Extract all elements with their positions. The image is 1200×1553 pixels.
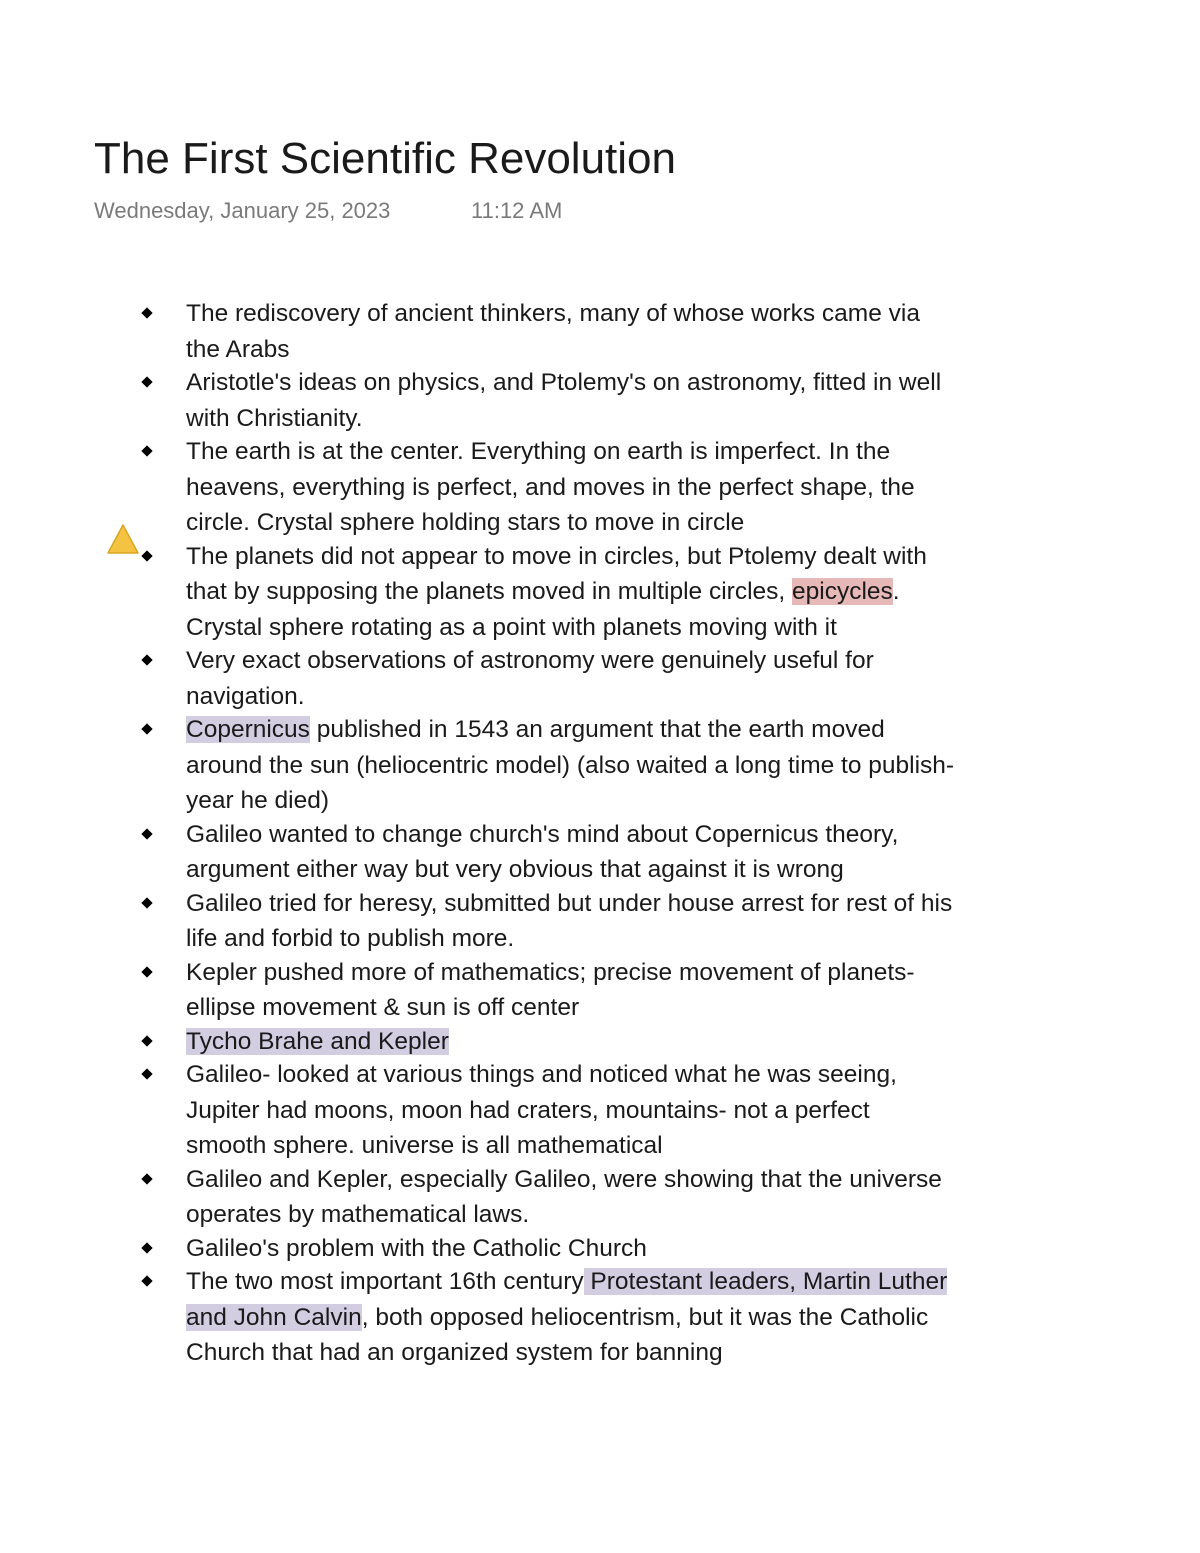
diamond-bullet-icon	[141, 307, 152, 318]
page-time: 11:12 AM	[471, 198, 563, 223]
diamond-bullet-icon	[141, 1275, 152, 1286]
diamond-bullet-icon	[141, 1035, 152, 1046]
list-item[interactable]	[186, 434, 956, 541]
list-item[interactable]	[186, 1231, 956, 1267]
diamond-bullet-icon	[141, 376, 152, 387]
page-date: Wednesday, January 25, 2023	[94, 198, 391, 223]
list-item[interactable]	[186, 1264, 956, 1371]
list-item-text: Galileo- looked at various things and noticed what he was seeing, Jupiter had moons, moon had craters, mountains- not a perfect smooth sphere. universe is all mathematical	[186, 1061, 897, 1159]
list-item-text: Galileo and Kepler, especially Galileo, were showing that the universe operates by mathematical laws.	[186, 1165, 942, 1228]
list-item[interactable]	[186, 365, 956, 436]
warning-triangle-icon[interactable]	[106, 523, 140, 555]
diamond-bullet-icon	[141, 966, 152, 977]
list-item[interactable]	[186, 1057, 956, 1164]
list-item-text: Very exact observations of astronomy were genuinely useful for navigation.	[186, 647, 874, 710]
highlighted-term: epicycles	[792, 578, 893, 605]
list-item-text: Galileo tried for heresy, submitted but under house arrest for rest of his life and forbid to publish more.	[186, 889, 953, 952]
bullet-list	[186, 296, 956, 1369]
list-item[interactable]	[186, 817, 956, 888]
diamond-bullet-icon	[141, 550, 152, 561]
highlighted-term: Protestant leaders, Martin Luther and John Calvin	[186, 1268, 948, 1331]
list-item[interactable]	[186, 1162, 956, 1233]
diamond-bullet-icon	[141, 723, 152, 734]
list-item-text: The two most important 16th century	[186, 1268, 584, 1295]
list-item[interactable]	[186, 955, 956, 1026]
list-item[interactable]	[186, 539, 956, 646]
list-item-text: Aristotle's ideas on physics, and Ptolemy's on astronomy, fitted in well with Christianity.	[186, 369, 942, 432]
list-item-text: Galileo wanted to change church's mind about Copernicus theory, argument either way but very obvious that against it is wrong	[186, 820, 899, 883]
diamond-bullet-icon	[141, 654, 152, 665]
highlighted-term: Copernicus	[186, 716, 310, 743]
list-item-text-continued: , both opposed heliocentrism, but it was the Catholic Church that had an organized system for banning	[186, 1303, 929, 1366]
list-item-text-continued: . Crystal sphere rotating as a point with planets moving with it	[186, 578, 900, 641]
list-item[interactable]	[186, 1024, 956, 1060]
list-item[interactable]	[186, 296, 956, 367]
diamond-bullet-icon	[141, 1173, 152, 1184]
diamond-bullet-icon	[141, 1068, 152, 1079]
list-item-text: The planets did not appear to move in circles, but Ptolemy dealt with that by supposing the planets moved in multiple circles,	[186, 542, 927, 605]
list-item-text: Kepler pushed more of mathematics; precise movement of planets-ellipse movement & sun is off center	[186, 958, 915, 1021]
list-item-text: Galileo's problem with the Catholic Church	[186, 1234, 647, 1262]
diamond-bullet-icon	[141, 828, 152, 839]
list-item[interactable]	[186, 643, 956, 714]
list-item-text: The earth is at the center. Everything on earth is imperfect. In the heavens, everything is perfect, and moves in the perfect shape, the circle. Crystal sphere holding stars to move in circle	[186, 438, 915, 536]
notes-container	[0, 296, 1200, 1438]
list-item[interactable]	[186, 712, 956, 819]
list-item[interactable]	[186, 886, 956, 957]
diamond-bullet-icon	[141, 897, 152, 908]
list-item-text-continued: published in 1543 an argument that the earth moved around the sun (heliocentric model) (also waited a long time to publish- year he died)	[186, 716, 955, 814]
page-title[interactable]: The First Scientific Revolution	[94, 134, 676, 183]
diamond-bullet-icon	[141, 1242, 152, 1253]
list-item-text: The rediscovery of ancient thinkers, many of whose works came via the Arabs	[186, 300, 920, 363]
highlighted-term: Tycho Brahe and Kepler	[186, 1027, 449, 1055]
diamond-bullet-icon	[141, 445, 152, 456]
